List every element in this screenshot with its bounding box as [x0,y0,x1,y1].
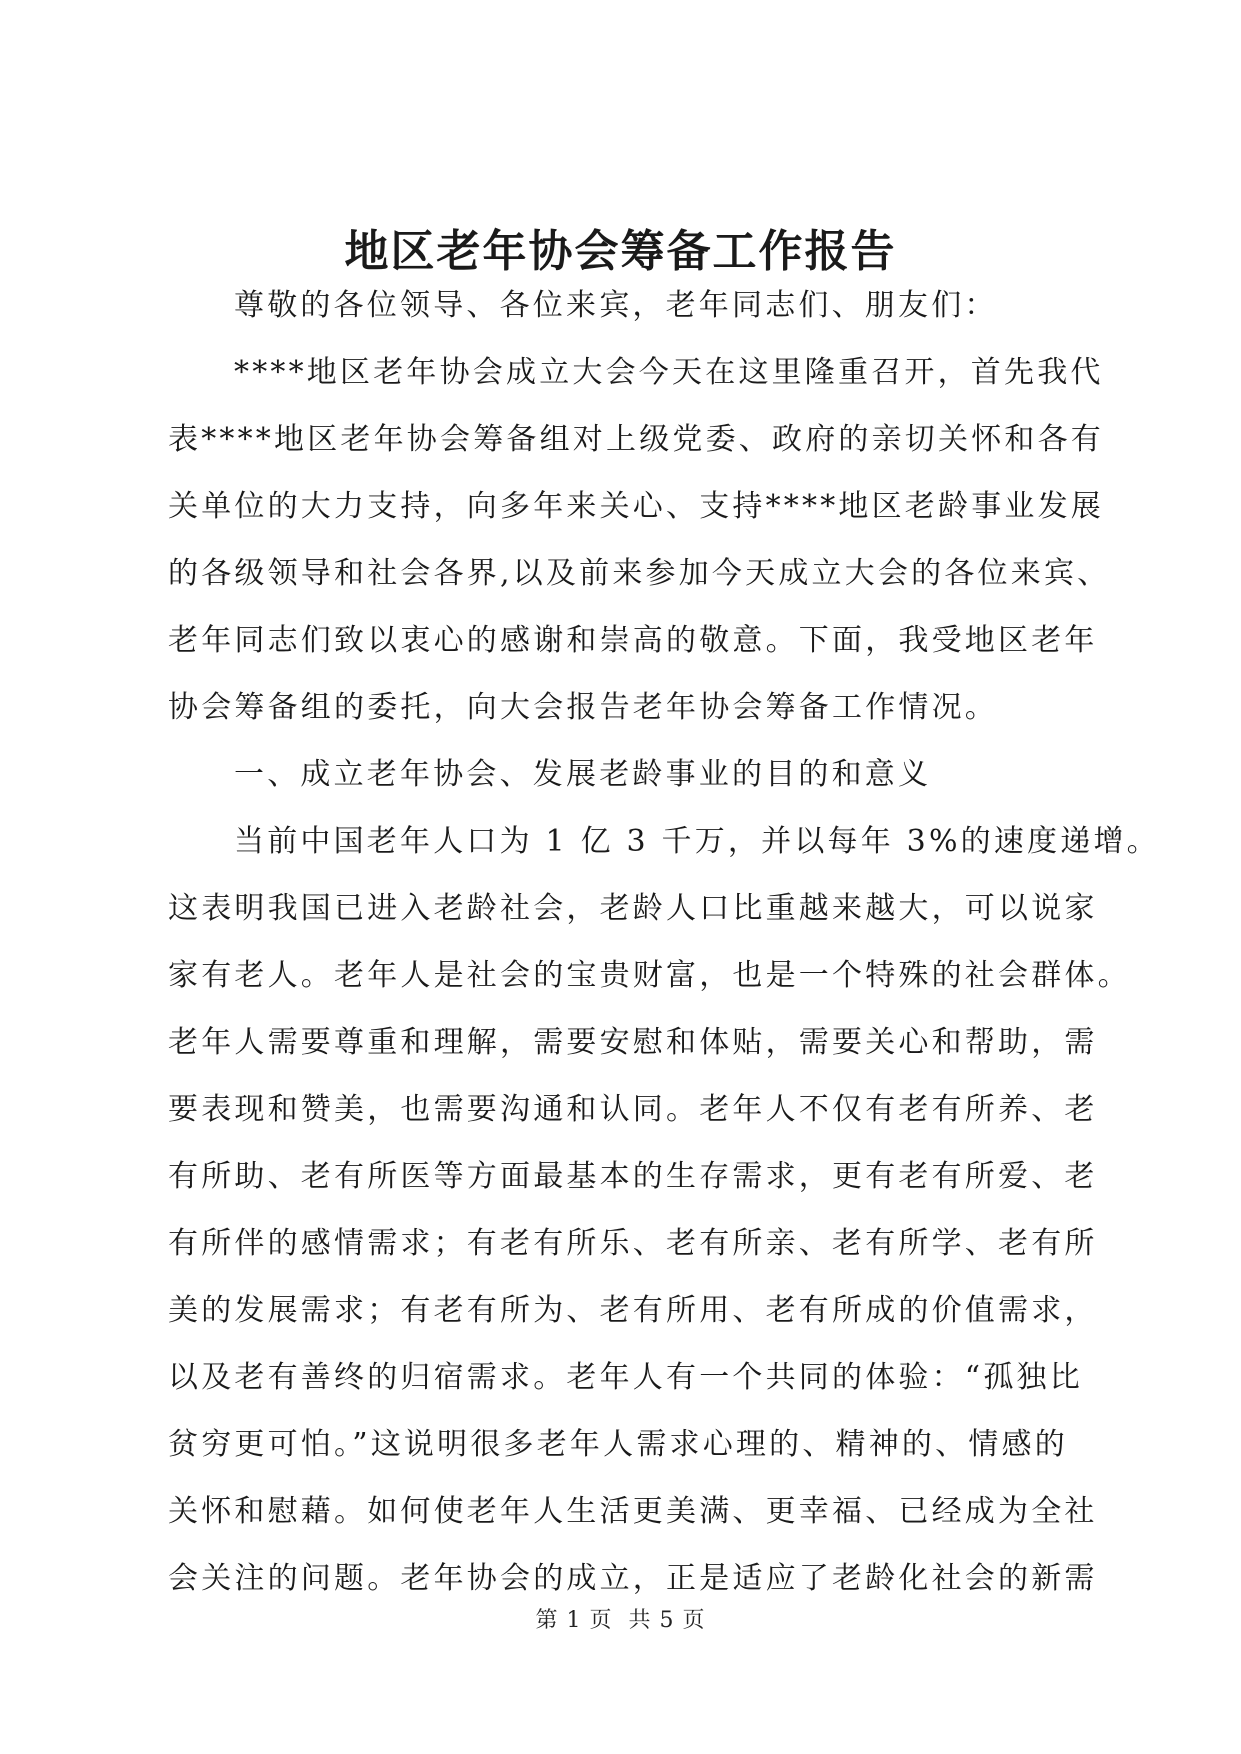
text-line: 有所伴的感情需求；有老有所乐、老有所亲、老有所学、老有所 [168,1226,1098,1261]
text-line: 当前中国老年人口为 1 亿 3 千万，并以每年 3%的速度递增。 [234,824,1160,859]
section-heading [168,741,1080,808]
text-line: 要表现和赞美，也需要沟通和认同。老年人不仅有老有所养、老 [168,1092,1098,1127]
text-line: 家有老人。老年人是社会的宝贵财富，也是一个特殊的社会群体。 [168,958,1131,993]
text-line: 尊敬的各位领导、各位来宾，老年同志们、朋友们： [234,288,998,323]
text-line: 协会筹备组的委托，向大会报告老年协会筹备工作情况。 [168,690,998,725]
page-footer [0,1606,1241,1636]
paragraph [168,808,1160,1612]
text-line: 贫穷更可怕。”这说明很多老年人需求心理的、精神的、情感的 [168,1427,1068,1462]
text-line: 以及老有善终的归宿需求。老年人有一个共同的体验：“孤独比 [168,1360,1083,1395]
paragraph [168,339,1111,741]
text-line: 这表明我国已进入老龄社会，老龄人口比重越来越大，可以说家 [168,891,1098,926]
document-body [168,272,1160,1612]
text-line: 关怀和慰藉。如何使老年人生活更美满、更幸福、已经成为全社 [168,1494,1098,1529]
text-line: ****地区老年协会成立大会今天在这里隆重召开，首先我代 [234,355,1104,390]
page-total: 共 5 页 [628,1608,706,1633]
paragraph [168,272,1080,339]
text-line: 会关注的问题。老年协会的成立，正是适应了老龄化社会的新需 [168,1561,1098,1596]
page-title: 地区老年协会筹备工作报告 [344,226,897,277]
text-line: 老年人需要尊重和理解，需要安慰和体贴，需要关心和帮助，需 [168,1025,1098,1060]
page-number: 第 1 页 [535,1608,613,1633]
text-line: 表****地区老年协会筹备组对上级党委、政府的亲切关怀和各有 [168,422,1104,457]
text-line: 老年同志们致以衷心的感谢和崇高的敬意。下面，我受地区老年 [168,623,1098,658]
text-line: 一、成立老年协会、发展老龄事业的目的和意义 [234,757,932,792]
text-line: 关单位的大力支持，向多年来关心、支持****地区老龄事业发展 [168,489,1104,524]
text-line: 美的发展需求；有老有所为、老有所用、老有所成的价值需求， [168,1293,1098,1328]
text-line: 有所助、老有所医等方面最基本的生存需求，更有老有所爱、老 [168,1159,1098,1194]
text-line: 的各级领导和社会各界,以及前来参加今天成立大会的各位来宾、 [168,556,1111,591]
